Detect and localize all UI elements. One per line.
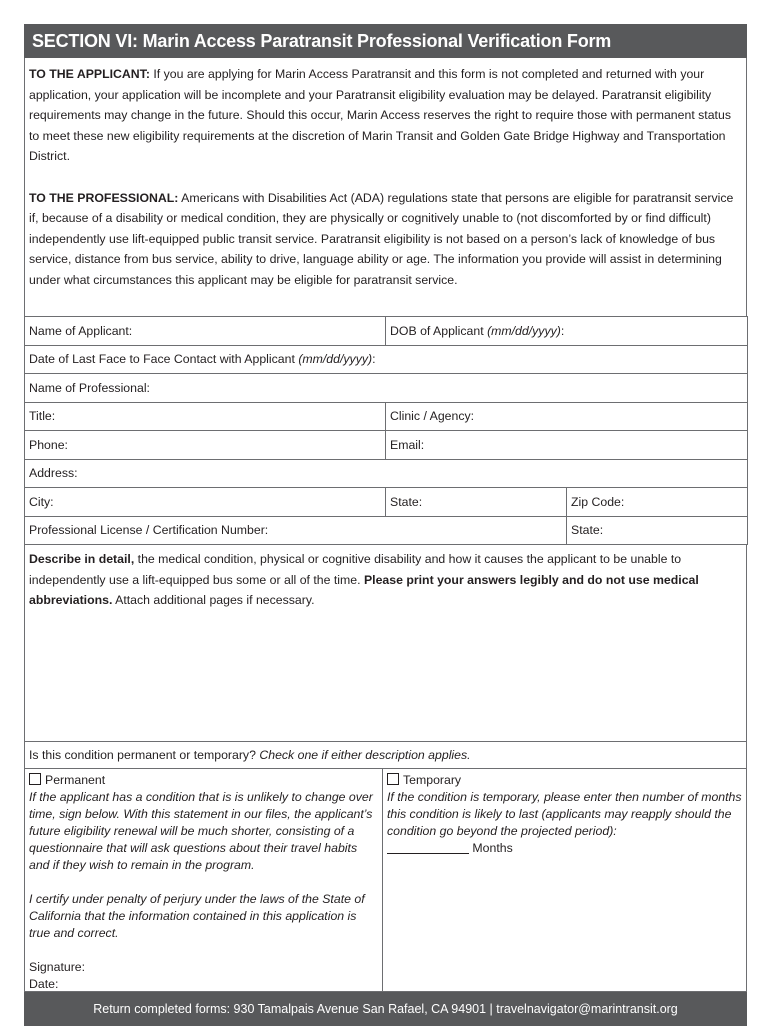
applicant-name-label: Name of Applicant:: [29, 323, 133, 338]
professional-name-label: Name of Professional:: [29, 380, 150, 395]
applicant-note: [29, 64, 740, 167]
dob-label: DOB of Applicant: [390, 323, 488, 338]
professional-note: [29, 188, 740, 291]
license-state-label: State:: [571, 523, 604, 538]
applicant-text: If you are applying for Marin Access Paratransit and this form is not completed and returned with your application, your application will be incomplete and your Paratransit eligibility evaluation may be delayed. Paratransit eligibility requirements may change in the future. Should this occur, Marin Access reserves the right to require those with permanent status to meet these new eligibility requirements at the discretion of Marin Transit and Golden Gate Bridge Highway and Transportation District.: [29, 67, 731, 163]
applicant-dob-field[interactable]: [386, 317, 748, 346]
permanent-label: Permanent: [45, 773, 106, 787]
temporary-option[interactable]: [387, 772, 742, 789]
temporary-column: [383, 769, 746, 991]
phone-label: Phone:: [29, 437, 68, 452]
form-page: [24, 24, 747, 1016]
table-row: [25, 516, 748, 545]
zip-label: Zip Code:: [571, 494, 625, 509]
address-label: Address:: [29, 466, 78, 481]
title-field[interactable]: [25, 402, 386, 431]
table-row: [25, 374, 748, 403]
permanent-column: [25, 769, 383, 991]
permanent-description: If the applicant has a condition that is is unlikely to change over time, sign below. With this statement in our files, the applicant’s future eligibility renewal will be much shorter, consisting of a questionnaire that will ask questions about their travel habits and if they wish to remain in the program.: [29, 790, 373, 872]
state-field[interactable]: [386, 488, 567, 517]
last-contact-field[interactable]: [25, 345, 748, 374]
email-label: Email:: [390, 437, 425, 452]
signature-field[interactable]: Signature:: [29, 960, 86, 974]
description-field[interactable]: [24, 545, 747, 742]
dob-format: (mm/dd/yyyy): [487, 323, 561, 338]
last-contact-colon: :: [372, 352, 376, 367]
table-row: [25, 488, 748, 517]
footer-bar: Return completed forms: 930 Tamalpais Avenue San Rafael, CA 94901 | travelnavigator@marintransit.org: [24, 992, 747, 1026]
applicant-label: TO THE APPLICANT:: [29, 67, 150, 81]
describe-text-end: Attach additional pages if necessary.: [112, 593, 315, 607]
address-field[interactable]: [25, 459, 748, 488]
state-label: State:: [390, 494, 423, 509]
professional-name-field[interactable]: [25, 374, 748, 403]
email-field[interactable]: [386, 431, 748, 460]
clinic-field[interactable]: [386, 402, 748, 431]
table-row: [25, 345, 748, 374]
clinic-label: Clinic / Agency:: [390, 409, 475, 424]
table-row: [25, 459, 748, 488]
dob-colon: :: [560, 323, 565, 338]
date-field[interactable]: Date:: [29, 977, 59, 991]
last-contact-format: (mm/dd/yyyy): [298, 352, 373, 367]
describe-text: the medical condition, physical or cognitive disability and how it causes the applicant to be unable to independently use a lift-equipped bus some or all of the time.: [29, 552, 682, 587]
license-state-field[interactable]: [567, 516, 748, 545]
zip-field[interactable]: [567, 488, 748, 517]
city-field[interactable]: [25, 488, 386, 517]
months-line: [387, 840, 742, 857]
certify-statement: I certify under penalty of perjury under the laws of the State of California that the information contained in this application is true and correct.: [29, 892, 365, 940]
professional-text: Americans with Disabilities Act (ADA) regulations state that persons are eligible for paratransit service if, because of a disability or medical condition, they are physically or cognitively unable to (not discomforted by or find difficult) independently use lift-equipped public transit service. Paratransit eligibility is not based on a person’s lack of knowledge of bus service, distance from bus service, ability to drive, language ability or age. The information you provide will assist in determining under what circumstances this applicant may be eligible for paratransit service.: [29, 190, 734, 287]
city-label: City:: [29, 494, 54, 509]
temporary-description: If the condition is temporary, please enter then number of months this condition is likely to last (applicants may reapply should the condition go beyond the projected period):: [387, 790, 742, 838]
last-contact-label: Date of Last Face to Face Contact with Applicant: [29, 352, 299, 367]
describe-bold-lead: Describe in detail,: [29, 552, 135, 566]
table-row: [25, 431, 748, 460]
license-label: Professional License / Certification Number:: [29, 523, 269, 538]
info-table: [24, 316, 748, 545]
permanent-checkbox[interactable]: [29, 773, 41, 785]
license-field[interactable]: [25, 516, 567, 545]
form-title: SECTION VI: Marin Access Paratransit Professional Verification Form: [24, 24, 747, 58]
temporary-label: Temporary: [403, 773, 462, 787]
question-hint: Check one if either description applies.: [259, 748, 471, 762]
intro-section: [24, 58, 747, 316]
permanent-option[interactable]: [29, 772, 378, 789]
title-label: Title:: [29, 409, 56, 424]
phone-field[interactable]: [25, 431, 386, 460]
months-label: Months: [469, 841, 513, 855]
table-row: [25, 402, 748, 431]
temporary-checkbox[interactable]: [387, 773, 399, 785]
table-row: [25, 317, 748, 346]
applicant-name-field[interactable]: [25, 317, 386, 346]
condition-question: [24, 742, 747, 769]
question-text: Is this condition permanent or temporary?: [29, 748, 260, 762]
professional-label: TO THE PROFESSIONAL:: [29, 190, 179, 205]
months-input[interactable]: [387, 841, 469, 854]
condition-options: [24, 769, 747, 992]
describe-bold-instruction: Please print your answers legibly and do not use medical abbreviations.: [29, 572, 699, 607]
